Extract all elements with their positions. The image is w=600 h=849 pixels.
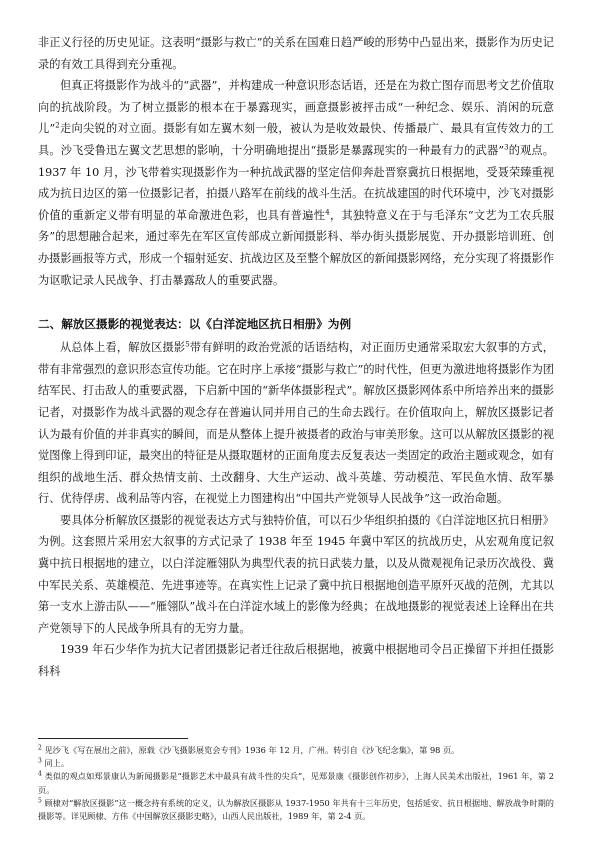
footnote-ref-4[interactable]: 4	[325, 208, 330, 217]
section-heading: 二、解放区摄影的视觉表达：以《白洋淀地区抗日相册》为例	[38, 317, 352, 332]
paragraph-2: 但真正将摄影作为战斗的“武器”，并构建成一种意识形态话语，还是在为救亡图存而思考文艺价值取向的抗战阶段。为了树立摄影的根本在于暴露现实，画意摄影被抨击成“一种纪念、娱乐、消闲的玩意儿”$^2$走向尖锐的对立面。摄影有如左翼木刻一般，被认为是收效最快、传播最广、最具有宣传效力的工具。沙飞受鲁迅左翼文艺思想的影响，十分明确地提出“摄影是暴露现实的一种最有力的武器”$^3$的观点。1937 年 10 月，沙飞带着实现摄影作为一种抗战武器的坚定信仰奔赴晋察冀抗日根据地，受聂荣臻重视成为抗日边区的第一位摄影记者，拍摄八路军在前线的战斗生活。在抗战建国的时代环境中，沙飞对摄影价值的重新定义带有明显的革命激进色彩，也具有普遍性$^4$，其独特意义在于与毛泽东“文艺为工农兵服务”的思想融合起来，通过率先在军区宣传部成立新闻摄影科、举办街头摄影展览、开办摄影培训班、创办摄影画报等方式，形成一个辐射延安、抗战边区及至整个解放区的新闻摄影网络，充分实现了将摄影作为讴歌记录人民战争、打击暴露敌人的重要武器。	[38, 79, 554, 287]
footnote-ref-3[interactable]: 3	[504, 143, 509, 152]
footnotes-section	[38, 738, 554, 823]
paragraph-1: 非正义行径的历史见证。这表明“摄影与救亡”的关系在国难日趋严峻的形势中凸显出来，摄影作为历史记录的有效工具得到充分重视。	[38, 36, 554, 71]
paragraph-5: 1939 年石少华作为抗大记者团摄影记者迁往敌后根据地，被冀中根据地司令吕正操留下并担任摄影科科	[38, 643, 554, 679]
footnote-4: $^4$ 类似的观点如郑景康认为新闻摄影是“摄影艺术中最具有战斗性的尖兵”，见郑景康《摄影创作初步》，上海人民美术出版社，1961 年，第 2 页。	[38, 770, 554, 795]
footnote-ref-5[interactable]: 5	[185, 340, 190, 349]
footnote-ref-2[interactable]: 2	[55, 121, 60, 130]
footnote-2: $^2$ 见沙飞《写在展出之前》，原载《沙飞摄影展览会专刊》1936 年 12 月，广州。转引自《沙飞纪念集》，第 98 页。	[38, 744, 460, 755]
footnote-5: $^5$ 顾棣对“解放区摄影”这一概念持有系统的定义，认为解放区摄影从 1937-1950 年共有十三年历史，包括延安、抗日根据地、解放战争时期的摄影等。详见顾棣、方伟《中国解放区摄影史略》，山西人民出版社，1989 年，第 2-4 页。	[38, 797, 554, 822]
paragraph-3: 从总体上看，解放区摄影$^5$带有鲜明的政治党派的话语结构，对正面历史通常采取宏大叙事的方式，带有非常强烈的意识形态宣传功能。它在时序上承接“摄影与救亡”的时代性，但更为激进地将摄影作为团结军民、打击敌人的重要武器，下启新中国的“新华体摄影程式”。解放区摄影网体系中所培养出来的摄影记者，对摄影作为战斗武器的观念存在普遍认同并用自己的生命去践行。在价值取向上，解放区摄影记者认为最有价值的并非真实的瞬间，而是从整体上提升被摄者的政治与审美形象。这可以从解放区摄影的视觉图像上得到印证，最突出的特征是从摄取题材的正面角度去反复表达一类固定的政治主题或观念，如有组织的战地生活、群众热情支前、土改翻身、大生产运动、战斗英雄、劳动模范、军民鱼水情、敌军暴行、优待俘虏、战利品等内容，在视觉上力图建构出“中国共产党领导人民战争”这一政治命题。	[38, 340, 554, 506]
footnote-3: $^3$ 同上。	[38, 757, 70, 769]
paragraph-4: 要具体分析解放区摄影的视觉表达方式与独特价值，可以石少华组织拍摄的《白洋淀地区抗日相册》为例。这套照片采用宏大叙事的方式记录了 1938 年至 1945 年冀中军区的抗战历史，从宏观角度记叙冀中抗日根据地的建立，以白洋淀雁翎队为典型代表的抗日武装力量，以及从微观视角记录历次战役、冀中军民关系、英雄模范、先进事迹等。在真实性上记录了冀中抗日根据地创造平原歼灭战的范例，尤其以第一支水上游击队——“雁翎队”战斗在白洋淀水域上的影像为经典；在战地摄影的视觉表述上诠释出在共产党领导下的人民战争所具有的无穷力量。	[38, 513, 554, 635]
footnote-divider	[38, 738, 188, 739]
